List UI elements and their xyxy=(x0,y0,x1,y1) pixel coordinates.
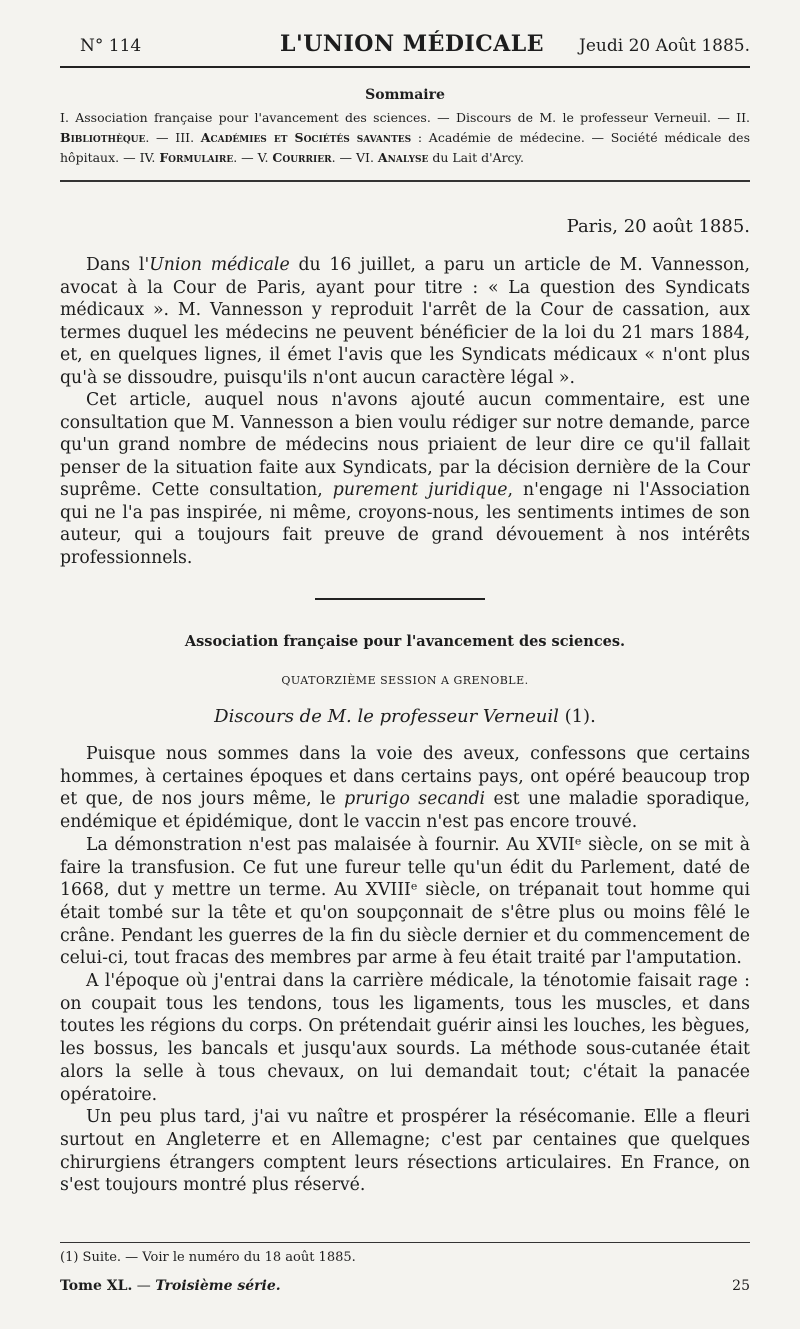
footer-volume xyxy=(60,1278,281,1294)
sommaire-item-iii-detail: : Académie de médecine. — Société médicale des hôpitaux. — IV. xyxy=(60,130,750,165)
text-run: Puisque nous sommes dans la voie des aveux, confessons que certains hommes, à certaines époques et dans certains pays, ont opéré beaucoup trop et que, de nos jours même, le xyxy=(60,744,750,810)
footer-serie: Troisième série. xyxy=(155,1278,281,1294)
sommaire-item-iv: Formulaire xyxy=(159,150,234,165)
text-run: , n'engage ni l'Association qui ne l'a pas inspirée, ni même, croyons-nous, les sentiments intimes de son auteur, qui a toujours fait preuve de grand dévouement à nos intérêts professionnels. xyxy=(60,480,750,568)
sommaire-sep: — II. xyxy=(711,110,751,125)
text-run: Dans l' xyxy=(86,255,150,275)
text-run: est une maladie sporadique, endémique et épidémique, dont le vaccin n'est pas encore trouvé. xyxy=(60,789,750,833)
section-title: Association française pour l'avancement des sciences. xyxy=(184,633,626,650)
sommaire-item-i: I. Association française pour l'avancement des sciences. — Discours de M. le professeur Verneuil. xyxy=(60,110,712,125)
section-divider xyxy=(315,598,485,600)
header-rule xyxy=(60,66,750,68)
footer-tome: Tome XL. xyxy=(60,1278,133,1294)
sommaire-item-vi-detail: du Lait d'Arcy. xyxy=(428,150,524,165)
discours-paragraph: La démonstration n'est pas malaisée à fournir. Au XVIIᵉ siècle, on se mit à faire la transfusion. Ce fut une fureur telle qu'un édit du Parlement, daté de 1668, dut y mettre un terme. Au XVIIIᵉ siècle, on trépanait tout homme qui était tombé sur la tête et qu'on soupçonnait de s'être plus ou moins fêlé le crâne. Pendant les guerres de la fin du siècle dernier et du commencement de celui-ci, tout fracas des membres par arme à feu était traité par l'amputation. xyxy=(60,834,750,969)
footnote-rule xyxy=(60,1242,750,1243)
sommaire-body xyxy=(60,108,750,168)
sommaire-item-iii: Académies et Sociétés savantes xyxy=(200,130,412,145)
sommaire-title: Sommaire xyxy=(365,87,445,103)
discours-paragraph xyxy=(60,743,750,834)
journal-page xyxy=(60,0,750,1329)
text-italic: prurigo secandi xyxy=(344,789,486,810)
text-run: Cet article, auquel nous n'avons ajouté aucun commentaire, est une consultation que M. Vannesson a bien voulu rédiger sur notre demande, parce qu'un grand nombre de médecins nous priaient de leur dire ce qu'il fallait penser de la situation faite aux Syndicats, par la décision dernière de la Cour suprême. Cette consultation, xyxy=(60,390,750,500)
sommaire-sep: . — V. xyxy=(233,150,273,165)
text-italic: Union médicale xyxy=(149,255,290,275)
text-run: du 16 juillet, a paru un article de M. Vannesson, avocat à la Cour de Paris, ayant pour titre : « La question des Syndicats médicaux ». M. Vannesson y reproduit l'arrêt de la Cour de cassation, aux termes duquel les médecins ne peuvent bénéficier de la loi du 21 mars 1884, et, en quelques lignes, il émet l'avis que les Syndicats médicaux « n'ont plus qu'à se dissoudre, puisqu'ils n'ont aucun caractère légal ». xyxy=(60,255,751,388)
discours-paragraph: A l'époque où j'entrai dans la carrière médicale, la ténotomie faisait rage : on coupait tous les tendons, tous les ligaments, tous les muscles, et dans toutes les régions du corps. On prétendait guérir ainsi les louches, les bègues, les bossus, les bancals et jusqu'aux sourds. La méthode sous-cutanée était alors la selle à tous chevaux, on lui demandait tout; c'était la panacée opératoire. xyxy=(60,971,750,1105)
session-subtitle: QUATORZIÈME SESSION A GRENOBLE. xyxy=(281,674,529,687)
discours-title xyxy=(60,706,750,727)
footer-sep: — xyxy=(132,1278,156,1294)
discours-text xyxy=(60,743,750,1197)
intro-paragraph xyxy=(60,254,750,389)
sommaire-sep: . — III. xyxy=(145,130,201,145)
text-italic: purement juridique xyxy=(332,480,508,500)
intro-text xyxy=(60,254,750,569)
dateline: Paris, 20 août 1885. xyxy=(566,216,750,237)
footnote-ref: (1). xyxy=(558,706,596,727)
page-header xyxy=(60,30,750,64)
footnote: (1) Suite. — Voir le numéro du 18 août 1885. xyxy=(60,1250,356,1265)
issue-number: N° 114 xyxy=(80,36,142,56)
intro-paragraph xyxy=(60,389,750,569)
sommaire-item-vi: Analyse xyxy=(377,150,429,165)
sommaire-item-v: Courrier xyxy=(272,150,332,165)
sommaire-sep: . — VI. xyxy=(331,150,378,165)
discours-title-text: Discours de M. le professeur Verneuil xyxy=(214,706,559,727)
sommaire-rule xyxy=(60,180,750,182)
sommaire-item-ii: Bibliothèque xyxy=(60,130,146,145)
issue-date: Jeudi 20 Août 1885. xyxy=(579,36,750,56)
discours-paragraph: Un peu plus tard, j'ai vu naître et prospérer la résécomanie. Elle a fleuri surtout en Angleterre et en Allemagne; c'est par centaines que quelques chirurgiens étrangers comptent leurs résections articulaires. En France, on s'est toujours montré plus réservé. xyxy=(60,1107,750,1196)
journal-title: L'UNION MÉDICALE xyxy=(280,31,545,57)
page-number: 25 xyxy=(732,1278,750,1294)
